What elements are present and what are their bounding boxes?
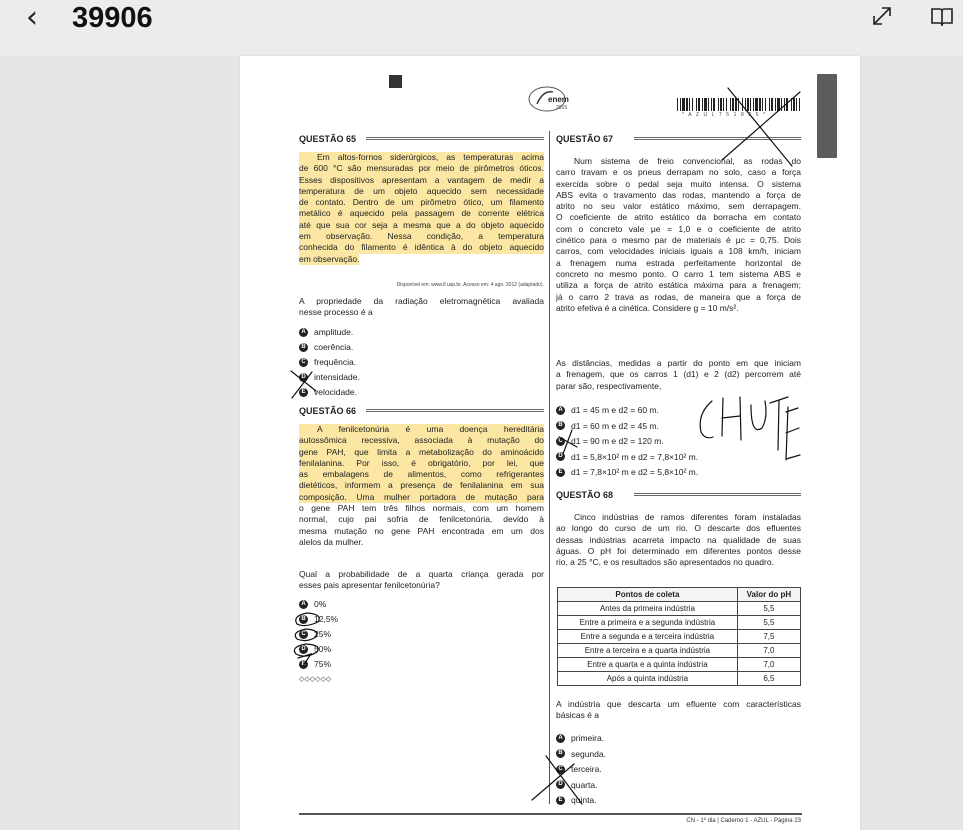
option-letter-badge: B <box>299 615 308 624</box>
collection-point-cell: Entre a segunda e a terceira indústria <box>558 630 738 644</box>
registration-mark <box>389 75 402 88</box>
text-line: temperatura de um objeto aquecido sem necessidade <box>299 185 544 196</box>
barcode-bar <box>720 98 722 111</box>
option-letter-badge: D <box>556 452 565 461</box>
table-header-collection-point: Pontos de coleta <box>558 588 738 602</box>
option-letter-badge: C <box>556 765 565 774</box>
text-line: utiliza a força de atrito estática máxima para a frenagem; <box>556 280 801 291</box>
table-row <box>558 644 801 658</box>
barcode-bar <box>698 98 700 111</box>
option-text: coerência. <box>314 342 354 352</box>
barcode-bar <box>726 98 727 111</box>
barcode-bar <box>786 98 788 111</box>
text-line: carros, com velocidades iniciais iguais a 108 km/h, iniciam <box>556 246 801 257</box>
barcode-bar <box>765 98 766 111</box>
option-letter-badge: B <box>299 343 308 352</box>
q65-source: Disponível em: www.if.usp.br. Acesso em: 4 ago. 2012 (adaptado). <box>396 282 544 288</box>
option-text: intensidade. <box>314 372 360 382</box>
option-text: d1 = 5,8×10² m e d2 = 7,8×10² m. <box>571 451 699 462</box>
barcode-bar <box>704 98 707 111</box>
option-letter-badge: C <box>299 630 308 639</box>
option-b[interactable] <box>299 342 353 352</box>
barcode-bar <box>750 98 751 111</box>
collection-point-cell: Entre a primeira e a segunda indústria <box>558 616 738 630</box>
ph-value-cell: 7,0 <box>737 644 800 658</box>
barcode-bar <box>759 98 761 111</box>
q66-end-mark: ◇◇◇◇◇◇ <box>299 676 332 683</box>
barcode-bar <box>730 98 731 111</box>
text-line: O coeficiente de atrito estático da borracha em contato <box>556 212 801 223</box>
text-line: metálico é aquecido pela passagem de corrente elétrica <box>299 208 544 219</box>
text-line: Em altos-fornos siderúrgicos, as temperaturas acima <box>299 152 544 163</box>
q68-statement <box>556 512 801 568</box>
option-letter-badge: A <box>299 600 308 609</box>
q67-heading: QUESTÃO 67 <box>556 134 614 144</box>
text-line: dessas indústrias acarreta impacto na qualidade de suas <box>556 534 801 545</box>
option-text: 12,5% <box>314 614 339 624</box>
text-line: nesse processo é a <box>299 307 373 318</box>
barcode-bar <box>769 98 770 111</box>
text-line: a frenagem numa estrada perfeitamente horizontal de <box>556 257 801 268</box>
barcode-bar <box>753 98 754 111</box>
barcode-bar <box>718 98 719 111</box>
barcode-bar <box>708 98 709 111</box>
q67-statement <box>556 156 801 314</box>
barcode-bar <box>680 98 681 111</box>
q65-heading-rule <box>366 137 544 140</box>
option-text: terceira. <box>571 764 602 774</box>
text-line: em observação. <box>299 253 360 264</box>
barcode-bar <box>689 98 690 111</box>
table-row <box>558 630 801 644</box>
text-line: até que sua cor seja a mesma que a do objeto aquecido <box>299 219 544 230</box>
barcode-bar <box>777 98 780 111</box>
q66-heading: QUESTÃO 66 <box>299 406 357 416</box>
option-letter-badge: B <box>556 749 565 758</box>
option-letter-badge: E <box>556 796 565 805</box>
text-line: ao longo do curso de um rio. O descarte dos efluentes <box>556 523 801 534</box>
option-e[interactable] <box>299 387 357 397</box>
option-letter-badge: A <box>556 406 565 415</box>
text-line: conhecida do filamento é idêntica à do objeto aquecido <box>299 242 544 253</box>
barcode-bar <box>762 98 763 111</box>
barcode-bar <box>723 98 724 111</box>
table-row <box>558 658 801 672</box>
barcode-bar <box>742 98 743 111</box>
option-c[interactable] <box>299 629 331 639</box>
barcode-icon <box>677 98 801 111</box>
text-line: atrito efetiva é a cinética. Considere g = 10 m/s². <box>556 302 739 313</box>
option-text: 0% <box>314 599 327 609</box>
back-chevron-icon[interactable]: ‹ <box>26 0 38 35</box>
text-line: Esses dispositivos apresentam a vantagem de medir a <box>299 174 544 185</box>
collection-point-cell: Antes da primeira indústria <box>558 602 738 616</box>
barcode-bar <box>784 98 785 111</box>
option-d[interactable] <box>299 644 331 654</box>
text-line: já o carro 2 trava as rodas, de maneira que a força de <box>556 291 801 302</box>
column-divider <box>549 131 550 804</box>
ph-value-cell: 5,5 <box>737 616 800 630</box>
option-text: 75% <box>314 659 332 669</box>
option-letter-badge: E <box>299 660 308 669</box>
text-line: normal, cujo pai sofria de fenilcetonúria, devido à <box>299 514 544 525</box>
option-text: segunda. <box>571 748 606 759</box>
option-b[interactable] <box>556 749 606 759</box>
option-text: 50% <box>314 644 332 654</box>
barcode-bar <box>747 98 749 111</box>
q65-heading: QUESTÃO 65 <box>299 134 357 144</box>
barcode-bar <box>799 98 800 111</box>
option-a[interactable] <box>556 405 659 415</box>
text-line: autossômica recessiva, associada à mutação do <box>299 435 544 446</box>
barcode-bar <box>702 98 703 111</box>
table-row <box>558 672 801 686</box>
text-line: As distâncias, medidas a partir do ponto em que iniciam <box>556 358 801 368</box>
q67-prompt <box>556 358 801 392</box>
option-d[interactable] <box>556 780 597 790</box>
q68-prompt <box>556 699 801 722</box>
q65-prompt <box>299 296 544 319</box>
logo-text: enem <box>548 95 569 104</box>
q66-heading-rule <box>366 409 544 412</box>
barcode-bar <box>692 98 693 111</box>
top-bar <box>0 0 963 38</box>
collection-point-cell: Após a quinta indústria <box>558 672 738 686</box>
ph-value-cell: 5,5 <box>737 602 800 616</box>
barcode-bar <box>713 98 715 111</box>
option-text: primeira. <box>571 733 605 743</box>
text-line: Cinco indústrias de ramos diferentes foram instaladas <box>574 512 801 522</box>
option-letter-badge: E <box>299 388 308 397</box>
q67-heading-rule <box>634 137 801 140</box>
text-line: concreto no mesmo ponto. O carro 1 tem sistema ABS e <box>556 268 801 279</box>
text-line: exercida sobre o pedal seja muito intensa. O sistema <box>556 178 801 189</box>
footer-rule <box>299 813 802 815</box>
barcode-bar <box>793 98 795 111</box>
collection-point-cell: Entre a quarta e a quinta indústria <box>558 658 738 672</box>
table-row <box>558 602 801 616</box>
option-letter-badge: C <box>299 358 308 367</box>
barcode-bar <box>781 98 782 111</box>
option-b[interactable] <box>299 614 338 624</box>
option-letter-badge: D <box>299 645 308 654</box>
option-text: frequência. <box>314 357 357 367</box>
text-line: com o concreto vale μe = 1,0 e o coeficiente de atrito <box>556 223 801 234</box>
option-letter-badge: E <box>556 468 565 477</box>
q65-statement <box>299 152 544 265</box>
barcode-bar <box>682 98 685 111</box>
page-footer: CN - 1º dia | Caderno 1 - AZUL - Página 23 <box>686 818 801 824</box>
q66-prompt <box>299 569 544 592</box>
barcode-bar <box>771 98 773 111</box>
text-line: de contato. Dentro de um pirômetro ótico, um filamento <box>299 197 544 208</box>
option-text: d1 = 45 m e d2 = 60 m. <box>571 405 659 415</box>
text-line: esses pais apresentar fenilcetonúria? <box>299 580 440 591</box>
option-text: velocidade. <box>314 387 358 397</box>
option-text: d1 = 90 m e d2 = 120 m. <box>571 436 664 446</box>
ph-value-cell: 7,0 <box>737 658 800 672</box>
open-book-icon[interactable] <box>930 6 954 28</box>
option-letter-badge: D <box>556 780 565 789</box>
option-e[interactable] <box>299 659 331 669</box>
option-letter-badge: A <box>299 328 308 337</box>
text-line: em observação. Nessa condição, a temperatura <box>299 231 544 242</box>
option-letter-badge: B <box>556 421 565 430</box>
option-letter-badge: A <box>556 734 565 743</box>
option-c[interactable] <box>556 436 664 446</box>
barcode-bar <box>745 98 746 111</box>
text-line: o gene PAH tem três filhos normais, com um homem <box>299 503 544 514</box>
option-a[interactable] <box>299 599 326 609</box>
option-d[interactable] <box>556 452 698 462</box>
text-line: mesma mutação no gene PAH encontrada em um dos <box>299 525 544 536</box>
option-e[interactable] <box>556 467 698 477</box>
text-line: A fenilcetonúria é uma doença hereditária <box>299 424 544 435</box>
text-line: fenilalanina. Por isso, é obrigatório, por lei, que <box>299 457 544 468</box>
option-text: quarta. <box>571 779 598 790</box>
option-c[interactable] <box>556 764 602 774</box>
option-letter-badge: D <box>299 373 308 382</box>
text-line: as embalagens de alimentos, como refrigerantes <box>299 469 544 480</box>
text-line: alelos da mulher. <box>299 536 364 547</box>
text-line: a frenagem, que os carros 1 (d1) e 2 (d2) percorrem até <box>556 369 801 380</box>
ph-table <box>557 587 801 686</box>
option-a[interactable] <box>299 327 353 337</box>
barcode-bar <box>755 98 758 111</box>
text-line: composição. Uma mulher portadora de mutação para <box>299 491 544 502</box>
text-line: A indústria que descarta um efluente com características <box>556 699 801 709</box>
scrollbar-thumb[interactable] <box>817 74 837 158</box>
barcode-bar <box>686 98 688 111</box>
text-line: Qual a probabilidade de a quarta criança gerada por <box>299 569 544 579</box>
table-header-ph-value: Valor do pH <box>737 588 800 602</box>
text-line: parar são, respectivamente, <box>556 380 662 391</box>
option-e[interactable] <box>556 795 597 805</box>
text-line: básicas é a <box>556 710 599 721</box>
barcode-bar <box>791 98 792 111</box>
barcode-bar <box>732 98 734 111</box>
option-text: amplitude. <box>314 327 354 337</box>
option-a[interactable] <box>556 733 604 743</box>
barcode-bar <box>711 98 712 111</box>
text-line: rio, a 25 °C, e os resultados são apresentados no quadro. <box>556 557 774 568</box>
q68-heading-rule <box>634 493 801 496</box>
barcode-bar <box>735 98 737 111</box>
text-line: dietéticos, informem a presença de fenilalanina em sua <box>299 480 544 491</box>
option-c[interactable] <box>299 357 356 367</box>
text-line: Num sistema de freio convencional, as rodas do <box>574 156 801 166</box>
option-b[interactable] <box>556 421 659 431</box>
barcode-bar <box>775 98 776 111</box>
text-line: de 600 °C são mensuradas por meio de pirômetros óticos. <box>299 163 544 174</box>
logo-year: 2015 <box>556 105 568 111</box>
text-line: ABS evita o travamento das rodas, mantendo a força de <box>556 189 801 200</box>
q66-statement <box>299 424 544 548</box>
text-line: carro travam e os pneus derrapam no solo, caso a força <box>556 167 801 178</box>
page-title: 39906 <box>72 2 153 34</box>
barcode-bar <box>796 98 797 111</box>
option-text: quinta. <box>571 795 597 805</box>
barcode-bar <box>738 98 739 111</box>
text-line: gene PAH, que limita a metabolização do aminoácido <box>299 446 544 457</box>
text-line: águas. O pH foi determinado em diferentes pontos desse <box>556 545 801 556</box>
option-letter-badge: C <box>556 437 565 446</box>
text-line: A propriedade da radiação eletromagnética avaliada <box>299 296 544 306</box>
text-line: cinético para o mesmo par de materiais é μc = 0,75. Dois <box>556 235 801 246</box>
text-line: atrito no seu valor estático máximo, sem derrapagem. <box>556 201 801 212</box>
barcode-text: * A Z U L 7 5 1 8 2 5 * <box>682 112 767 118</box>
option-text: d1 = 60 m e d2 = 45 m. <box>571 420 659 431</box>
ph-value-cell: 7,5 <box>737 630 800 644</box>
collection-point-cell: Entre a terceira e a quarta indústria <box>558 644 738 658</box>
barcode-bar <box>696 98 697 111</box>
table-row <box>558 616 801 630</box>
ph-value-cell: 6,5 <box>737 672 800 686</box>
option-text: d1 = 7,8×10² m e d2 = 5,8×10² m. <box>571 467 699 477</box>
expand-arrows-icon[interactable] <box>870 4 894 28</box>
option-d[interactable] <box>299 372 360 382</box>
option-text: 25% <box>314 629 332 639</box>
barcode-bar <box>677 98 678 111</box>
q68-heading: QUESTÃO 68 <box>556 490 614 500</box>
